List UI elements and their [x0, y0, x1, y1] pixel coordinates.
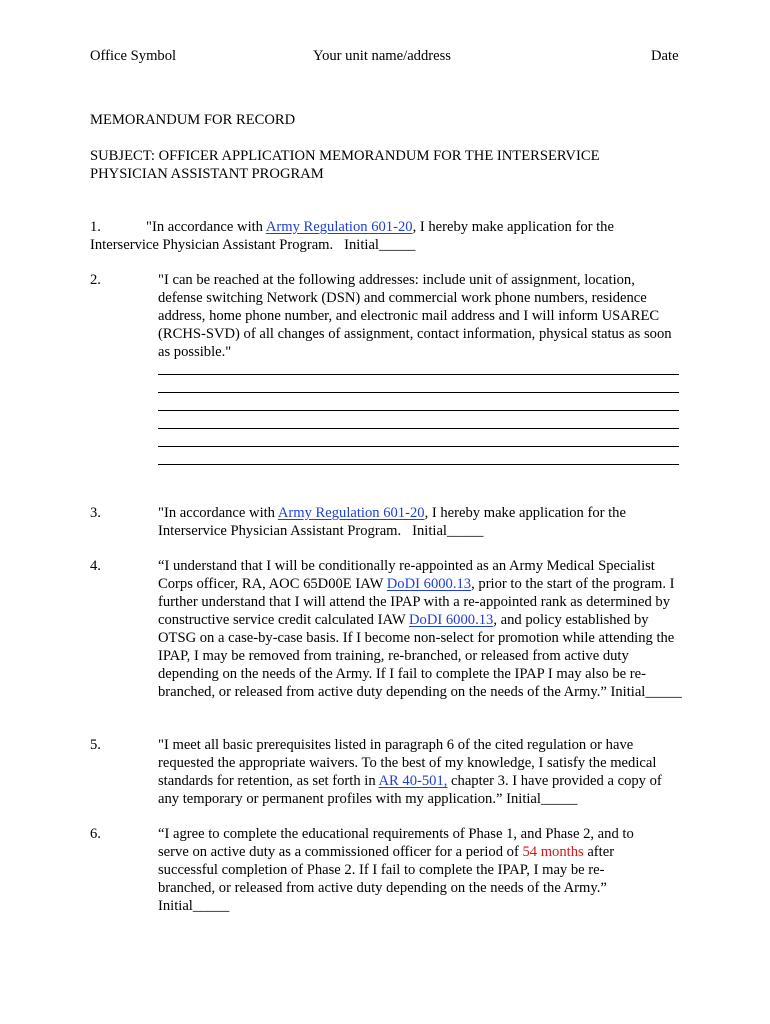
- paragraph-3-text-a: "In accordance with: [158, 505, 278, 521]
- army-regulation-601-20-link[interactable]: Army Regulation 601-20: [277, 505, 425, 521]
- paragraph-1-number: 1.: [90, 219, 101, 235]
- paragraph-5-text: [158, 736, 678, 808]
- ar-40-501-link[interactable]: AR 40-501,: [378, 773, 448, 789]
- subject-line-1: SUBJECT: OFFICER APPLICATION MEMORANDUM FOR THE INTERSERVICE: [90, 148, 600, 164]
- paragraph-4-text: [158, 557, 683, 701]
- office-symbol: Office Symbol: [90, 48, 177, 64]
- army-regulation-601-20-link[interactable]: Army Regulation 601-20: [265, 219, 413, 235]
- address-blank-line[interactable]: [158, 428, 679, 429]
- address-blank-line[interactable]: [158, 446, 679, 447]
- paragraph-4-text-c: , and policy established by OTSG on a case-by-case basis. If I become non-select for promotion while attending the IPAP, I may be removed from training, re-branched, or released from active duty depending on the needs of the Army. If I fail to complete the IPAP I may also be re-branched, or released from active duty depending on the needs of the Army.” Initial_____: [158, 612, 682, 700]
- unit-address: Your unit name/address: [313, 48, 451, 64]
- date: Date: [651, 48, 679, 64]
- memo-title: MEMORANDUM FOR RECORD: [90, 112, 296, 128]
- paragraph-5-text-a: "I meet all basic prerequisites listed in paragraph 6 of the cited regulation or have requested the appropriate waivers. To the best of my knowledge, I satisfy the medical standards for retention, as set forth in: [158, 737, 657, 789]
- paragraph-5-number: 5.: [90, 737, 101, 753]
- address-blank-line[interactable]: [158, 374, 679, 375]
- paragraph-4-text-a: “I understand that I will be conditionally re-appointed as an Army Medical Specialist Corps officer, RA, AOC 65D00E IAW: [158, 558, 655, 592]
- paragraph-2-number: 2.: [90, 272, 101, 288]
- address-blank-line[interactable]: [158, 392, 679, 393]
- paragraph-3-text: [158, 504, 658, 540]
- paragraph-2-text: "I can be reached at the following addresses: include unit of assignment, location, defense switching Network (DSN) and commercial work phone numbers, residence address, home phone number, and electronic mail address and I will inform USAREC (RCHS-SVD) of all changes of assignment, contact information, physical status as soon as possible.": [158, 272, 672, 360]
- dodi-6000-13-link[interactable]: DoDI 6000.13: [386, 576, 472, 592]
- paragraph-4-text-b: , prior to the start of the program. I further understand that I will attend the IPAP with a re-appointed rank as determined by constructive service credit calculated IAW: [158, 576, 675, 628]
- paragraph-5-text-b: chapter 3. I have provided a copy of any temporary or permanent profiles with my application.” Initial_____: [158, 773, 662, 807]
- paragraph-6-text-a: “I agree to complete the educational requirements of Phase 1, and Phase 2, and to serve on active duty as a commissioned officer for a period of: [158, 826, 634, 860]
- subject-line-2: PHYSICIAN ASSISTANT PROGRAM: [90, 166, 324, 182]
- service-period-highlight: 54 months: [522, 844, 584, 860]
- paragraph-3-text-b: , I hereby make application for the Interservice Physician Assistant Program. Initial_____: [158, 505, 630, 539]
- address-blank-line[interactable]: [158, 410, 679, 411]
- paragraph-1-line-2: Interservice Physician Assistant Program. Initial_____: [90, 237, 416, 253]
- paragraph-3-number: 3.: [90, 505, 101, 521]
- address-blank-line[interactable]: [158, 464, 679, 465]
- paragraph-4-number: 4.: [90, 558, 101, 574]
- paragraph-1-line-1: [146, 218, 614, 236]
- paragraph-1-text-a: "In accordance with: [146, 219, 266, 235]
- paragraph-6-number: 6.: [90, 826, 101, 842]
- paragraph-6-text: [158, 825, 658, 915]
- paragraph-1-text-b: , I hereby make application for the: [412, 219, 614, 235]
- dodi-6000-13-link[interactable]: DoDI 6000.13: [409, 612, 494, 628]
- paragraph-6-initial[interactable]: Initial_____: [158, 898, 230, 914]
- paragraph-6-text-b: after successful completion of Phase 2. If I fail to complete the IPAP, I may be re-branched, or released from active duty depending on the needs of the Army.”: [158, 844, 615, 896]
